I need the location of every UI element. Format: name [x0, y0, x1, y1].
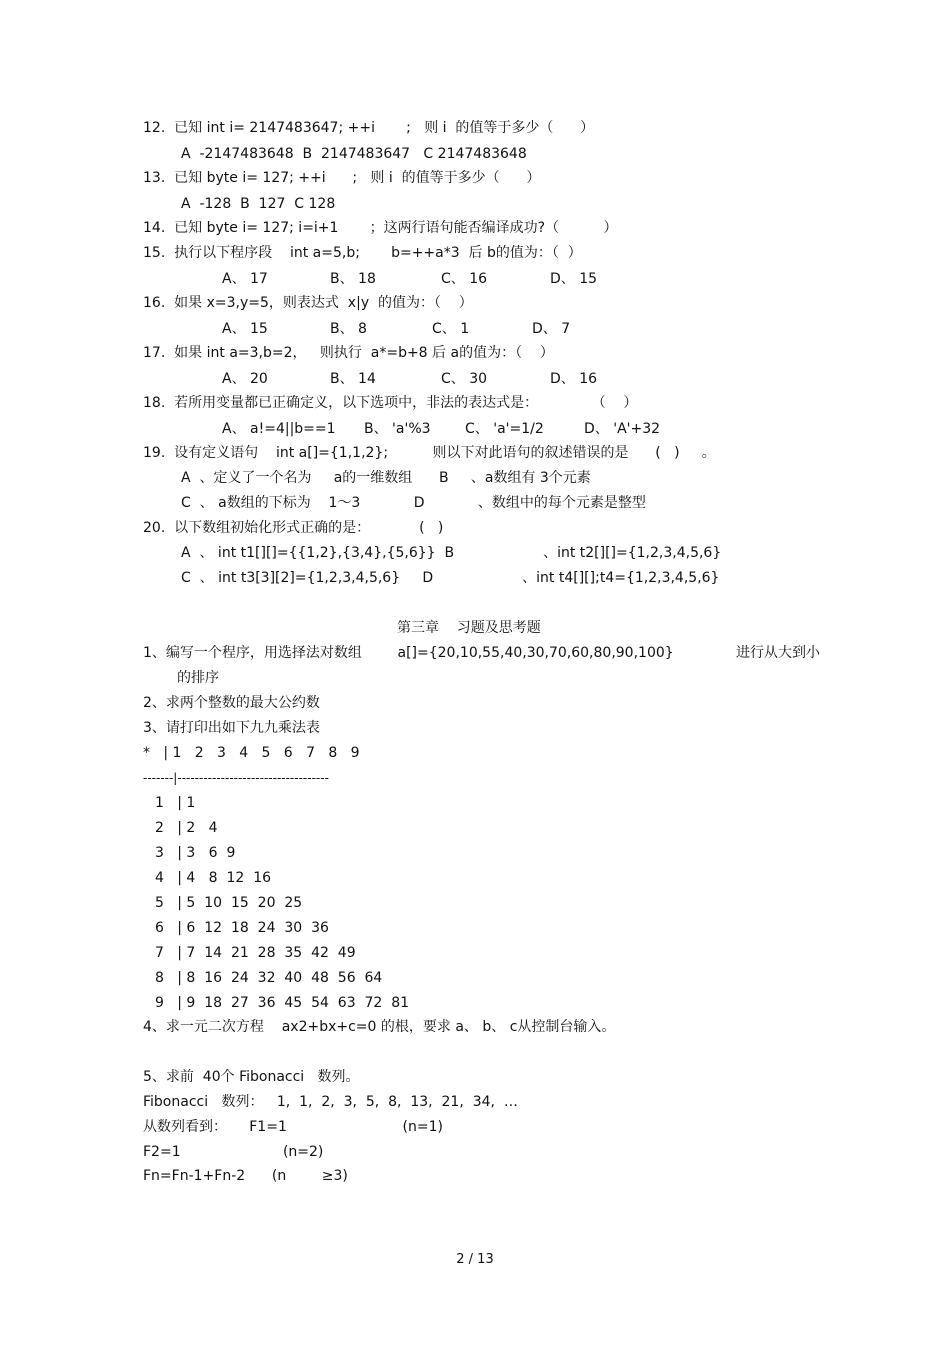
question-20-options-cd: C 、 int t3[3][2]={1,2,3,4,5,6} D 、int t4[][];t4={1,2,3,4,5,6}	[181, 570, 720, 586]
question-19-options-cd: C 、 a数组的下标为 1～3 D 、数组中的每个元素是整型	[181, 495, 646, 511]
table-rule: -------|-----------------------------------	[143, 771, 329, 785]
question-20-options-ab: A 、 int t1[][]={{1,2},{3,4},{5,6}} B 、int t2[][]={1,2,3,4,5,6}	[181, 545, 722, 561]
table-row: 7 | 7 14 21 28 35 42 49	[155, 945, 356, 961]
question-18-option-d: D、 'A'+32	[584, 421, 661, 437]
problem-1-continued: 的排序	[177, 670, 219, 686]
question-17-option-d: D、 16	[550, 371, 598, 387]
problem-5: 5、求前 40个 Fibonacci 数列。	[143, 1069, 360, 1085]
table-row: 3 | 3 6 9	[155, 845, 236, 861]
table-row: 4 | 4 8 12 16	[155, 870, 272, 886]
question-18-option-c: C、 'a'=1/2	[465, 421, 544, 437]
fibonacci-f2: F2=1 (n=2)	[143, 1144, 324, 1160]
table-row: 9 | 9 18 27 36 45 54 63 72 81	[155, 995, 410, 1011]
fibonacci-fn: Fn=Fn-1+Fn-2 (n ≥3)	[143, 1168, 348, 1184]
question-16: 16. 如果 x=3,y=5，则表达式 x|y 的值为：（ ）	[143, 295, 473, 311]
problem-2: 2、求两个整数的最大公约数	[143, 695, 320, 711]
problem-4: 4、求一元二次方程 ax2+bx+c=0 的根，要求 a、 b、 c从控制台输入。	[143, 1019, 616, 1035]
question-13-options: A -128 B 127 C 128	[181, 196, 336, 212]
question-15: 15. 执行以下程序段 int a=5,b; b=++a*3 后 b的值为：（ ）	[143, 245, 582, 261]
table-row: 5 | 5 10 15 20 25	[155, 895, 303, 911]
table-header: * | 1 2 3 4 5 6 7 8 9	[143, 745, 360, 761]
question-15-option-d: D、 15	[550, 271, 598, 287]
question-15-option-c: C、 16	[441, 271, 488, 287]
page-number: 2 / 13	[456, 1252, 494, 1267]
problem-1: 1、编写一个程序，用选择法对数组 a[]={20,10,55,40,30,70,60,80,90,100} 进行从大到小	[143, 645, 820, 661]
question-16-option-b: B、 8	[330, 321, 367, 337]
question-17-option-c: C、 30	[441, 371, 488, 387]
question-15-option-a: A、 17	[222, 271, 268, 287]
question-17: 17. 如果 int a=3,b=2， 则执行 a*=b+8 后 a的值为：（ ）	[143, 345, 554, 361]
question-17-option-a: A、 20	[222, 371, 268, 387]
question-15-option-b: B、 18	[330, 271, 376, 287]
question-16-option-c: C、 1	[432, 321, 470, 337]
question-17-option-b: B、 14	[330, 371, 376, 387]
question-19-options-ab: A 、定义了一个名为 a的一维数组 B 、a数组有 3个元素	[181, 470, 591, 486]
question-13: 13. 已知 byte i= 127; ++i ; 则 i 的值等于多少（ ）	[143, 170, 541, 186]
table-row: 8 | 8 16 24 32 40 48 56 64	[155, 970, 383, 986]
fibonacci-sequence: Fibonacci 数列： 1, 1, 2, 3, 5, 8, 13, 21, 34, …	[143, 1094, 518, 1110]
table-row: 2 | 2 4	[155, 820, 218, 836]
question-18-option-b: B、 'a'%3	[364, 421, 431, 437]
question-12: 12. 已知 int i= 2147483647; ++i ; 则 i 的值等于多少（ ）	[143, 120, 595, 136]
fibonacci-f1: 从数列看到： F1=1 (n=1)	[143, 1119, 443, 1135]
question-20: 20. 以下数组初始化形式正确的是： ( )	[143, 520, 444, 536]
question-18: 18. 若所用变量都已正确定义，以下选项中，非法的表达式是： （ ）	[143, 395, 638, 411]
question-14: 14. 已知 byte i= 127; i=i+1 ；这两行语句能否编译成功?（ ）	[143, 220, 618, 236]
chapter-title: 第三章 习题及思考题	[397, 620, 541, 636]
question-12-options: A -2147483648 B 2147483647 C 2147483648	[181, 146, 527, 162]
question-16-option-a: A、 15	[222, 321, 268, 337]
problem-3: 3、请打印出如下九九乘法表	[143, 720, 320, 736]
table-row: 6 | 6 12 18 24 30 36	[155, 920, 329, 936]
question-18-option-a: A、 a!=4||b==1	[222, 421, 336, 437]
question-16-option-d: D、 7	[532, 321, 571, 337]
table-row: 1 | 1	[155, 795, 196, 811]
question-19: 19. 设有定义语句 int a[]={1,1,2}; 则以下对此语句的叙述错误的是 ( ) 。	[143, 445, 716, 461]
